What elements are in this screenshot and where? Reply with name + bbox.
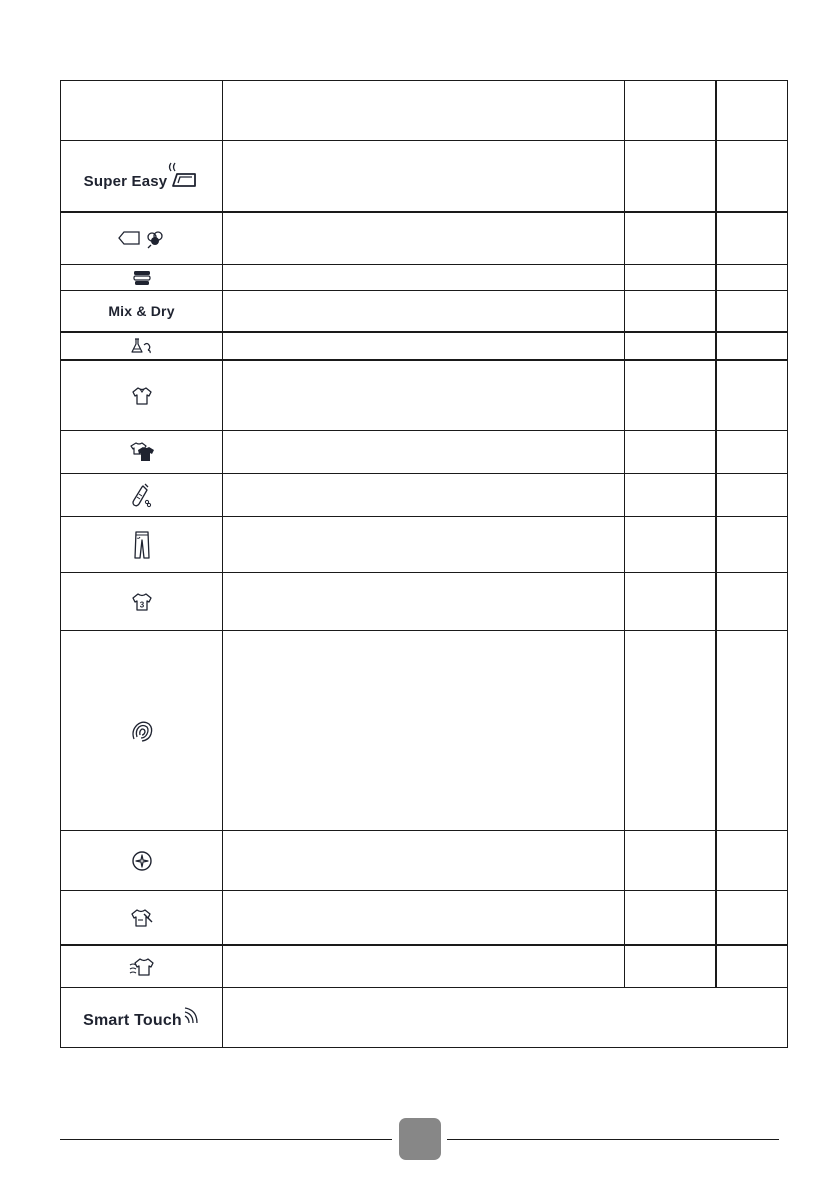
baby-bottle-cell xyxy=(61,474,222,516)
stacked-laundry-icon xyxy=(132,269,152,287)
super-easy-label: Super Easy xyxy=(83,173,168,190)
hygiene-cell xyxy=(61,831,222,890)
column-divider xyxy=(715,81,717,987)
wool-cell xyxy=(61,631,222,830)
column-divider xyxy=(222,81,223,1047)
shirt-3-cell xyxy=(61,573,222,630)
page-number-badge xyxy=(399,1118,441,1160)
refresh-shirt-cell xyxy=(61,946,222,987)
footer-rule-left xyxy=(60,1139,392,1140)
smart-touch-logo xyxy=(83,1006,200,1030)
smart-touch-wifi-icon xyxy=(182,1006,200,1030)
super-easy-cell xyxy=(61,141,222,211)
column-divider xyxy=(624,81,625,987)
jeans-icon xyxy=(133,530,151,560)
wool-icon xyxy=(130,719,154,743)
baby-bottle-icon xyxy=(132,482,152,508)
smart-touch-cell xyxy=(61,988,222,1047)
mix-dry-icon: Mix & Dry xyxy=(108,303,175,319)
svg-text:3: 3 xyxy=(139,600,144,609)
quick-shirt-icon xyxy=(130,908,154,928)
shirt-3-icon xyxy=(131,592,153,612)
jeans-cell xyxy=(61,517,222,572)
super-easy-iron-icon xyxy=(167,162,199,190)
super-easy-logo xyxy=(84,162,200,190)
shirt-icon xyxy=(131,386,153,406)
cotton-label-icon xyxy=(117,227,167,249)
program-table xyxy=(60,80,788,1048)
synthetic-cell xyxy=(61,333,222,359)
refresh-shirt-icon xyxy=(129,957,155,977)
quick-shirt-cell xyxy=(61,891,222,944)
mix-dry-cell xyxy=(61,291,222,331)
synthetic-flask-icon xyxy=(130,337,154,355)
hygiene-plus-icon xyxy=(131,850,153,872)
dark-garments-icon xyxy=(128,441,156,463)
shirt-cell xyxy=(61,361,222,430)
dark-garments-cell xyxy=(61,431,222,473)
cotton-cell xyxy=(61,212,222,264)
stacked-laundry-cell xyxy=(61,265,222,290)
footer-rule-right xyxy=(447,1139,779,1140)
smart-touch-label: Smart Touch xyxy=(83,1011,182,1029)
